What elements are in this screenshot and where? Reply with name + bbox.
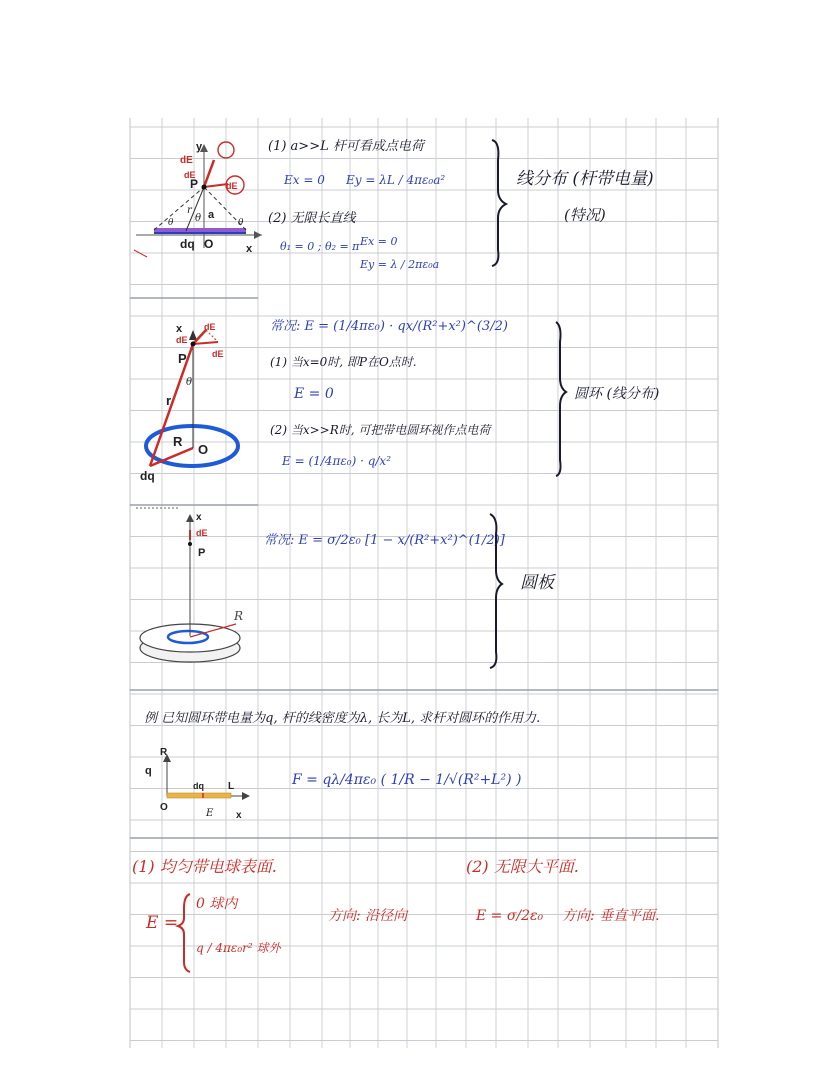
ex-q-label: q [145, 765, 152, 777]
figure-disk [136, 508, 240, 662]
ex-O-label: O [160, 802, 168, 813]
ex-dq-label: dq [193, 781, 204, 791]
ring-x-label: x [176, 323, 183, 335]
ring-dq-label: dq [140, 469, 155, 483]
ring-case2-value: E = (1/4πε₀) · q/x² [282, 454, 392, 468]
case2-ex: Ex = 0 [360, 235, 398, 248]
disk-general-formula: 常况: E = σ/2ε₀ [1 − x/(R²+x²)^(1/2)] [264, 533, 505, 548]
plane-direction: 方向: 垂直平面. [562, 908, 660, 924]
sphere-E: E = [146, 913, 179, 933]
dq-label: dq [180, 237, 195, 251]
a-label: a [208, 209, 215, 221]
ring-case1-value: E = 0 [294, 386, 334, 402]
sphere-heading: (1) 均匀带电球表面. [132, 857, 277, 876]
case2-ey: Ey = λ / 2πε₀a [360, 258, 440, 271]
case2-theta: θ₁ = 0 ; θ₂ = π [280, 240, 360, 253]
ring-general-formula: 常况: E = (1/4πε₀) · qx/(R²+x²)^(3/2) [270, 319, 508, 334]
figure-ring [146, 330, 238, 466]
disk-R-label: R [234, 609, 244, 623]
case1-ex: Ex = 0 [284, 173, 325, 187]
ex-E-label: E [206, 808, 214, 819]
r-label: r [187, 205, 192, 216]
dEx-label: dE [226, 181, 238, 191]
ring-O-label: O [198, 442, 209, 457]
ex-L-label: L [228, 781, 235, 792]
theta-label: θ [195, 213, 202, 224]
ring-R-label: R [173, 434, 183, 449]
disk-P-label: P [198, 547, 206, 559]
ex-R-label: R [160, 747, 168, 758]
ex-x-label: x [236, 810, 242, 821]
section3-side-label: 圆板 [520, 573, 554, 593]
sphere-direction: 方向: 沿径向 [328, 908, 408, 924]
ring-case2: (2) 当x>>R时, 可把带电圆环视作点电荷 [270, 423, 491, 437]
section2-side-label: 圆环 (线分布) [574, 386, 660, 402]
ring-P-label: P [178, 351, 187, 366]
theta1-label: θ [168, 218, 174, 228]
dE-label: dE [180, 155, 193, 166]
plane-heading: (2) 无限大平面. [466, 857, 579, 876]
plane-value: E = σ/2ε₀ [476, 908, 544, 924]
case2-heading: (2) 无限长直线 [268, 211, 356, 226]
ring-case1: (1) 当x=0时, 即P在O点时. [270, 355, 417, 369]
case1-heading: (1) a>>L 杆可看成点电荷 [268, 139, 424, 154]
section1-side-note: (特况) [564, 206, 606, 224]
sphere-brace [178, 894, 190, 972]
theta2-label: θ [238, 218, 244, 228]
figure-rod [134, 142, 262, 257]
axis-x-label: x [246, 243, 253, 255]
axis-y-label: y [196, 141, 203, 153]
example-title: 例 已知圆环带电量为q, 杆的线密度为λ, 长为L, 求杆对圆环的作用力. [144, 711, 541, 726]
sphere-outside: q / 4πε₀r² 球外 [196, 941, 281, 955]
disk-x-label: x [196, 512, 202, 523]
ring-dEx-label: dE [176, 335, 188, 345]
disk-dE-label: dE [196, 528, 208, 538]
point-P-label: P [190, 177, 199, 191]
section1-side-label: 线分布 (杆带电量) [516, 169, 654, 189]
ring-dEperp-label: dE [212, 349, 224, 359]
example-formula: F = qλ/4πε₀ ( 1/R − 1/√(R²+L²) ) [292, 772, 522, 788]
dEy-label: dE [184, 170, 196, 180]
figure-rod-ring [163, 754, 250, 800]
case1-ey: Ey = λL / 4πε₀a² [346, 173, 446, 187]
sphere-inside: 0 球内 [196, 896, 238, 912]
ring-dE-label: dE [204, 322, 216, 332]
origin-label: O [204, 237, 214, 251]
ring-r-label: r [166, 393, 172, 408]
ring-theta-label: θ [186, 377, 193, 388]
brace-2 [556, 322, 566, 476]
